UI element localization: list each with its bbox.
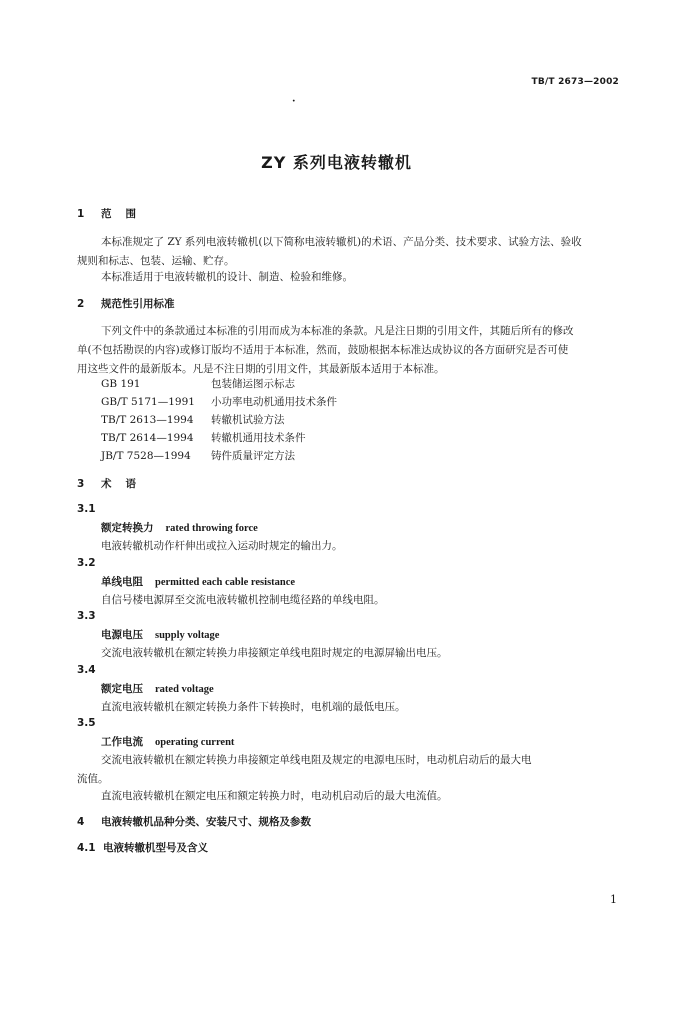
term-definition: 电液转辙机动作杆伸出或拉入运动时规定的输出力。 (101, 540, 343, 552)
term-definition (77, 751, 637, 789)
section-number: 2 (77, 298, 85, 310)
reference-item (101, 376, 295, 391)
term-number: 3.4 (77, 664, 96, 676)
paragraph-line: 用这些文件的最新版本。凡是不注日期的引用文件，其最新版本适用于本标准。 (77, 363, 445, 375)
section-2-heading (77, 296, 175, 311)
term-zh: 电源电压 (101, 629, 143, 641)
section-title: 范围 (101, 208, 150, 220)
term-number: 3.2 (77, 557, 96, 569)
section-2-paragraph (77, 322, 637, 379)
term-heading (101, 627, 219, 642)
term-heading (101, 520, 258, 535)
term-number: 3.1 (77, 503, 96, 515)
document-title: ZY 系列电液转辙机 (261, 153, 412, 172)
term-en: supply voltage (155, 630, 220, 641)
reference-item (101, 394, 337, 409)
reference-code: TB/T 2613—1994 (101, 414, 194, 426)
reference-item (101, 448, 295, 463)
term-heading (101, 681, 214, 696)
standard-code: TB/T 2673—2002 (531, 77, 619, 87)
section-1-paragraph-2 (77, 268, 637, 287)
section-title: 电液转辙机品种分类、安装尺寸、规格及参数 (101, 816, 311, 828)
definition-line: 交流电液转辙机在额定转换力串接额定单线电阻及规定的电源电压时，电动机启动后的最大电 (101, 754, 532, 766)
term-zh: 单线电阻 (101, 576, 143, 588)
section-3-heading (77, 476, 150, 491)
section-1-heading (77, 206, 150, 221)
reference-title: 转辙机试验方法 (211, 414, 285, 426)
term-en: operating current (155, 737, 235, 748)
term-zh: 额定转换力 (101, 522, 154, 534)
header-dot: · (292, 96, 296, 107)
term-number: 3.3 (77, 610, 96, 622)
subsection-number: 4.1 (77, 842, 96, 854)
page-number: 1 (610, 893, 617, 906)
paragraph-line: 单(不包括勘误的内容)或修订版均不适用于本标准，然而，鼓励根据本标准达成协议的各方面研究是否可使 (77, 344, 569, 356)
term-definition: 自信号楼电源屏至交流电液转辙机控制电缆径路的单线电阻。 (101, 594, 385, 606)
term-en: rated throwing force (165, 523, 258, 534)
term-definition: 直流电液转辙机在额定电压和额定转换力时，电动机启动后的最大电流值。 (101, 790, 448, 802)
reference-code: JB/T 7528—1994 (101, 450, 191, 462)
term-definition: 直流电液转辙机在额定转换力条件下转换时，电机端的最低电压。 (101, 701, 406, 713)
reference-item (101, 430, 306, 445)
paragraph-line: 下列文件中的条款通过本标准的引用而成为本标准的条款。凡是注日期的引用文件，其随后所有的修改 (101, 325, 574, 337)
section-4-heading (77, 814, 311, 829)
term-heading (101, 574, 295, 589)
section-number: 1 (77, 208, 85, 220)
paragraph-line: 本标准规定了 ZY 系列电液转辙机(以下简称电液转辙机)的术语、产品分类、技术要求、试验方法、验收 (101, 236, 582, 248)
paragraph-line: 本标准适用于电液转辙机的设计、制造、检验和维修。 (101, 271, 353, 283)
reference-title: 小功率电动机通用技术条件 (211, 396, 337, 408)
reference-item (101, 412, 285, 427)
section-number: 4 (77, 816, 85, 828)
reference-code: GB/T 5171—1991 (101, 396, 195, 408)
term-en: permitted each cable resistance (155, 577, 296, 588)
reference-code: GB 191 (101, 378, 141, 390)
term-number: 3.5 (77, 717, 96, 729)
term-heading (101, 734, 234, 749)
section-1-paragraph-1 (77, 233, 637, 271)
section-title: 规范性引用标准 (101, 298, 175, 310)
term-zh: 额定电压 (101, 683, 143, 695)
paragraph-line: 规则和标志、包装、运输、贮存。 (77, 255, 235, 267)
subsection-4-1-heading (77, 840, 208, 855)
section-number: 3 (77, 478, 85, 490)
term-zh: 工作电流 (101, 736, 143, 748)
section-title: 术语 (101, 478, 150, 490)
term-definition: 交流电液转辙机在额定转换力串接额定单线电阻时规定的电源屏输出电压。 (101, 647, 448, 659)
reference-title: 转辙机通用技术条件 (211, 432, 306, 444)
term-en: rated voltage (155, 684, 214, 695)
definition-line: 流值。 (77, 773, 109, 785)
reference-title: 铸件质量评定方法 (211, 450, 295, 462)
reference-title: 包装储运图示标志 (211, 378, 295, 390)
reference-code: TB/T 2614—1994 (101, 432, 194, 444)
subsection-title: 电液转辙机型号及含义 (103, 842, 208, 854)
